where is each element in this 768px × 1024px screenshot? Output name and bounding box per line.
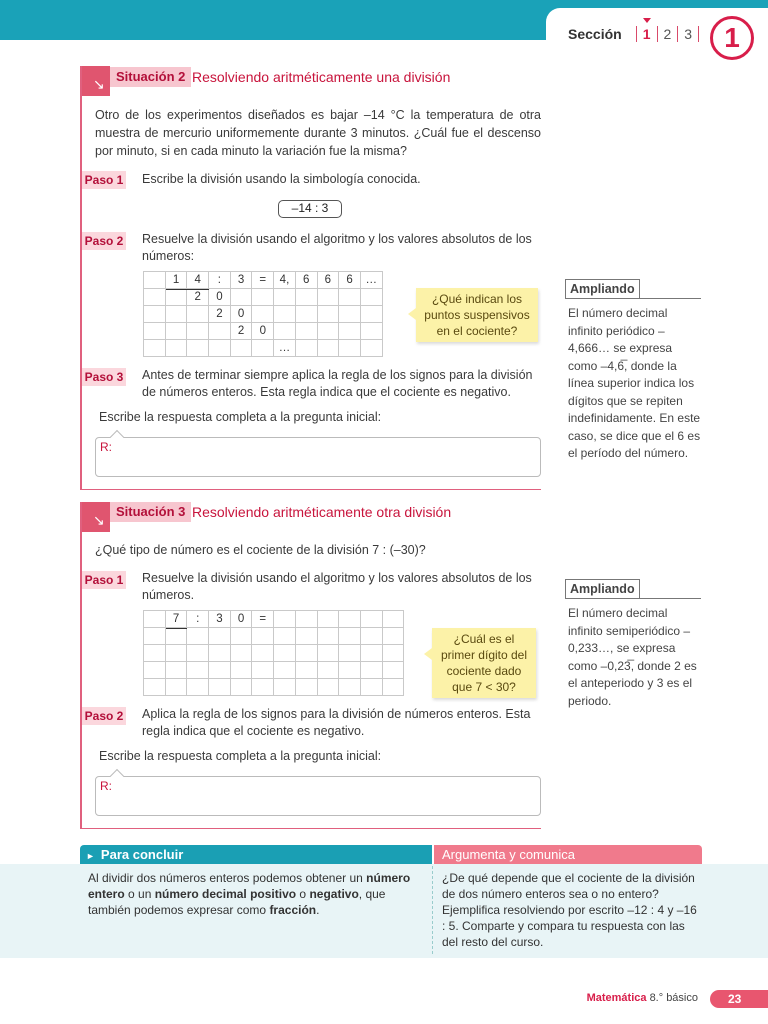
grid-cell xyxy=(144,272,166,289)
grid-cell xyxy=(317,611,339,628)
grid-cell xyxy=(144,679,166,696)
grid-cell xyxy=(144,645,166,662)
grid-cell xyxy=(317,306,339,323)
paso-1-label: Paso 1 xyxy=(82,171,128,189)
grid-cell xyxy=(252,289,274,306)
grid-cell xyxy=(317,645,339,662)
write-answer-label: Escribe la respuesta completa a la pregunta inicial: xyxy=(99,410,382,424)
key-term: fracción xyxy=(269,903,317,917)
text-span: o un xyxy=(124,887,155,901)
grid-cell xyxy=(230,628,252,645)
grid-cell xyxy=(274,306,296,323)
grid-cell xyxy=(339,679,361,696)
grid-cell: 7 xyxy=(165,611,187,628)
grid-cell xyxy=(165,289,187,306)
grid-row xyxy=(144,645,404,662)
grid-cell: 3 xyxy=(209,611,231,628)
paso-3-text: Antes de terminar siempre aplica la regla de los signos para la división de números enteros. Esta regla indica que el cociente es negativo. xyxy=(142,368,533,399)
grid-cell xyxy=(209,662,231,679)
grid-cell: … xyxy=(274,340,296,357)
grid-cell xyxy=(339,340,361,357)
grid-cell xyxy=(187,306,209,323)
grid-cell xyxy=(165,628,187,645)
grid-row xyxy=(144,323,383,340)
grid-cell xyxy=(295,289,317,306)
grid-cell xyxy=(187,323,209,340)
grid-cell xyxy=(382,628,404,645)
paso-2-text: Resuelve la división usando el algoritmo y los valores absolutos de los números: xyxy=(142,232,532,263)
grid-cell xyxy=(339,645,361,662)
grid-cell xyxy=(295,611,317,628)
grid-row xyxy=(144,611,404,628)
grid-cell xyxy=(360,679,382,696)
grid-cell xyxy=(165,340,187,357)
grid-cell xyxy=(360,611,382,628)
grid-cell xyxy=(382,662,404,679)
grid-cell xyxy=(165,306,187,323)
paso-2-label: Paso 2 xyxy=(82,232,128,250)
grid-cell xyxy=(230,679,252,696)
grid-cell xyxy=(295,323,317,340)
page-number: 23 xyxy=(710,990,768,1008)
grid-row xyxy=(144,306,383,323)
grid-cell: 4, xyxy=(274,272,296,289)
division-grid-1 xyxy=(143,271,383,357)
grid-cell: 2 xyxy=(230,323,252,340)
grid-cell xyxy=(295,628,317,645)
section-label: Sección xyxy=(568,26,622,42)
grid-cell xyxy=(252,645,274,662)
grid-cell xyxy=(209,323,231,340)
grid-cell xyxy=(360,306,382,323)
grid-cell xyxy=(317,340,339,357)
footer-subject: Matemática 8.° básico xyxy=(586,992,698,1004)
key-term: número decimal positivo xyxy=(154,887,297,901)
division-expression: –14 : 3 xyxy=(278,200,342,218)
arrow-icon: ↘ xyxy=(82,502,110,532)
grid-cell: : xyxy=(187,611,209,628)
grid-cell xyxy=(274,679,296,696)
grid-row xyxy=(144,340,383,357)
grid-cell xyxy=(187,340,209,357)
grid-cell: 6 xyxy=(295,272,317,289)
grid-cell xyxy=(274,628,296,645)
grid-cell xyxy=(339,628,361,645)
grid-cell: = xyxy=(252,611,274,628)
situation-3-question: ¿Qué tipo de número es el cociente de la división 7 : (–30)? xyxy=(95,543,426,557)
grid-row xyxy=(144,628,404,645)
grid-row xyxy=(144,289,383,306)
grid-cell xyxy=(144,340,166,357)
grid-row xyxy=(144,662,404,679)
grid-cell xyxy=(295,679,317,696)
grid-cell xyxy=(274,645,296,662)
grid-cell xyxy=(252,679,274,696)
grid-cell xyxy=(230,340,252,357)
answer-box-1[interactable]: R: xyxy=(95,437,541,477)
grid-cell xyxy=(252,340,274,357)
grid-row xyxy=(144,272,383,289)
grid-row xyxy=(144,679,404,696)
section-1-link[interactable]: 1 xyxy=(642,26,651,42)
grid-cell xyxy=(274,662,296,679)
grid-cell xyxy=(165,645,187,662)
grid-cell: 1 xyxy=(165,272,187,289)
grid-cell xyxy=(317,289,339,306)
grid-cell xyxy=(252,628,274,645)
para-concluir-text xyxy=(88,870,424,918)
situation-3-title: Resolviendo aritméticamente otra división xyxy=(192,504,452,520)
grid-cell xyxy=(339,611,361,628)
grid-cell xyxy=(360,662,382,679)
grid-cell xyxy=(209,628,231,645)
grid-cell xyxy=(317,662,339,679)
ampliando-1-head: Ampliando xyxy=(565,279,701,299)
grid-cell xyxy=(339,306,361,323)
grid-cell xyxy=(339,289,361,306)
grid-cell xyxy=(295,645,317,662)
grid-cell xyxy=(187,679,209,696)
grid-cell: 0 xyxy=(230,611,252,628)
key-term: negativo xyxy=(309,887,359,901)
situation-3-border xyxy=(80,502,82,828)
triangle-right-icon: ► xyxy=(86,851,95,861)
paso-1-text: Escribe la división usando la simbología conocida. xyxy=(142,172,421,186)
situation-2-intro: Otro de los experimentos diseñados es bajar –14 °C la temperatura de otra muestra de mercurio uniformemente durante 3 minutos. ¿Cuál fue el descenso por minuto, si en cada minuto la variación fue la misma? xyxy=(95,108,541,158)
para-concluir-head: ► Para concluir xyxy=(80,845,432,864)
situation-2-title: Resolviendo aritméticamente una división xyxy=(192,69,451,85)
hint-note-1: ¿Qué indican los puntos suspensivos en el cociente? xyxy=(416,288,538,342)
grid-cell xyxy=(165,323,187,340)
grid-cell xyxy=(274,289,296,306)
grid-cell xyxy=(360,628,382,645)
grid-cell xyxy=(317,323,339,340)
grid-cell xyxy=(144,611,166,628)
paso-1-text: Resuelve la división usando el algoritmo y los valores absolutos de los números. xyxy=(142,571,532,602)
section-2-link[interactable]: 2 xyxy=(663,26,672,42)
paso-3-label: Paso 3 xyxy=(82,368,128,386)
section-3-link[interactable]: 3 xyxy=(684,26,693,42)
key-term: número entero xyxy=(88,871,411,901)
grid-cell: : xyxy=(209,272,231,289)
grid-cell xyxy=(230,645,252,662)
grid-cell: 6 xyxy=(339,272,361,289)
arrow-icon: ↘ xyxy=(82,66,110,96)
chapter-number-badge: 1 xyxy=(710,16,754,60)
grid-cell xyxy=(339,662,361,679)
paso-1-label: Paso 1 xyxy=(82,571,128,589)
argumenta-head: Argumenta y comunica xyxy=(434,845,702,864)
grid-cell xyxy=(360,645,382,662)
situation-2-border xyxy=(80,66,82,490)
grid-cell xyxy=(144,289,166,306)
text-span: Al dividir dos números enteros podemos obtener un xyxy=(88,871,367,885)
grid-cell xyxy=(317,628,339,645)
division-grid-2 xyxy=(143,610,404,696)
grid-cell xyxy=(165,679,187,696)
grid-cell: 0 xyxy=(252,323,274,340)
grid-cell xyxy=(295,340,317,357)
grid-cell xyxy=(144,306,166,323)
grid-cell: 2 xyxy=(209,306,231,323)
text-span: , que también podemos expresar como xyxy=(88,887,386,917)
grid-cell xyxy=(144,323,166,340)
grid-cell xyxy=(209,645,231,662)
paso-2-label: Paso 2 xyxy=(82,707,128,725)
hint-note-2: ¿Cuál es el primer dígito del cociente dado que 7 < 30? xyxy=(432,628,536,698)
grid-cell xyxy=(360,289,382,306)
grid-cell xyxy=(209,340,231,357)
grid-cell xyxy=(339,323,361,340)
answer-box-2[interactable]: R: xyxy=(95,776,541,816)
grid-cell: 2 xyxy=(187,289,209,306)
text-span: o xyxy=(296,887,310,901)
grid-cell xyxy=(187,645,209,662)
grid-cell xyxy=(382,645,404,662)
grid-cell xyxy=(360,323,382,340)
grid-cell xyxy=(144,628,166,645)
grid-cell xyxy=(274,323,296,340)
grid-cell xyxy=(295,306,317,323)
grid-cell xyxy=(382,611,404,628)
ampliando-2-text: El número decimal infinito semiperiódico –0,233…, se expresa como –0,23̅, donde 2 es el anteperiodo y 3 es el periodo. xyxy=(568,606,697,708)
grid-cell: = xyxy=(252,272,274,289)
grid-cell: 0 xyxy=(209,289,231,306)
grid-cell xyxy=(274,611,296,628)
grid-cell: 6 xyxy=(317,272,339,289)
grid-cell xyxy=(209,679,231,696)
grid-cell xyxy=(187,662,209,679)
grid-cell: … xyxy=(360,272,382,289)
section-nav xyxy=(568,24,705,44)
header-band-left xyxy=(0,0,560,40)
situation-3-tag: Situación 3 xyxy=(110,502,191,522)
grid-cell xyxy=(252,306,274,323)
grid-cell: 0 xyxy=(230,306,252,323)
paso-2-text: Aplica la regla de los signos para la división de números enteros. Esta regla indica que el cociente es negativo. xyxy=(142,707,531,738)
grid-cell xyxy=(230,662,252,679)
grid-cell xyxy=(295,662,317,679)
ampliando-2-head: Ampliando xyxy=(565,579,701,599)
grid-cell xyxy=(360,340,382,357)
write-answer-label: Escribe la respuesta completa a la pregunta inicial: xyxy=(99,749,382,763)
ampliando-1-text: El número decimal infinito periódico –4,666… se expresa como –4,6̅, donde la línea superior indica los dígitos que se repiten indefinidamente. En este caso, se dice que el 6 es el período del número. xyxy=(568,306,701,460)
grid-cell xyxy=(144,662,166,679)
situation-2-tag: Situación 2 xyxy=(110,67,191,87)
grid-cell xyxy=(187,628,209,645)
grid-cell xyxy=(165,662,187,679)
grid-cell: 3 xyxy=(230,272,252,289)
argumenta-text: ¿De qué depende que el cociente de la división de dos número enteros sea o no entero? Ejemplifica resolviendo por escrito –12 : 4 y –16 : 5. Comparte y compara tu respuesta con las del resto del curso. xyxy=(442,871,697,949)
grid-cell xyxy=(382,679,404,696)
grid-cell xyxy=(230,289,252,306)
grid-cell xyxy=(317,679,339,696)
grid-cell: 4 xyxy=(187,272,209,289)
grid-cell xyxy=(252,662,274,679)
text-span: . xyxy=(316,903,320,917)
